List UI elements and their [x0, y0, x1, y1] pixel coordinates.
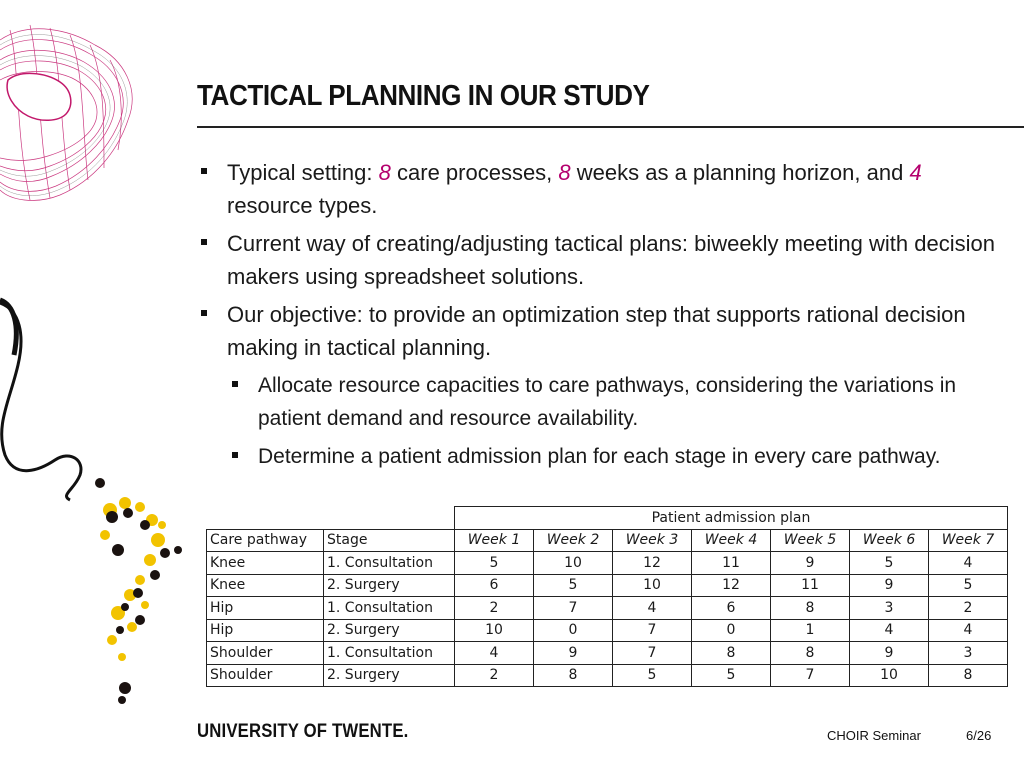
cell-stage: 2. Surgery — [324, 664, 455, 687]
admission-plan-table — [206, 506, 1008, 687]
header-week-2: Week 2 — [534, 529, 613, 552]
cell-value: 9 — [850, 574, 929, 597]
cell-value: 2 — [455, 597, 534, 620]
cell-value: 3 — [850, 597, 929, 620]
cell-value: 5 — [534, 574, 613, 597]
bullet-objective: Our objective: to provide an optimization step that supports rational decision making in tactical planning. — [197, 298, 997, 364]
cell-value: 8 — [692, 642, 771, 665]
cell-pathway: Shoulder — [207, 664, 324, 687]
cell-value: 9 — [771, 552, 850, 575]
cell-value: 3 — [929, 642, 1008, 665]
table-row — [207, 574, 1008, 597]
cell-value: 5 — [613, 664, 692, 687]
footer-seminar: CHOIR Seminar — [827, 728, 921, 743]
header-week-7: Week 7 — [929, 529, 1008, 552]
cell-value: 5 — [929, 574, 1008, 597]
university-logo: UNIVERSITY OF TWENTE. — [197, 721, 409, 742]
cell-value: 10 — [455, 619, 534, 642]
cell-value: 2 — [455, 664, 534, 687]
table-group-header-row — [207, 507, 1008, 530]
table-row — [207, 619, 1008, 642]
cell-value: 2 — [929, 597, 1008, 620]
bullet-list — [197, 156, 997, 478]
cell-value: 7 — [613, 642, 692, 665]
decorative-dots-graphic — [0, 295, 200, 715]
table-row — [207, 552, 1008, 575]
cell-value: 6 — [692, 597, 771, 620]
highlight-number: 4 — [909, 160, 922, 185]
table-header-row — [207, 529, 1008, 552]
header-week-6: Week 6 — [850, 529, 929, 552]
cell-value: 4 — [613, 597, 692, 620]
header-stage: Stage — [324, 529, 455, 552]
cell-pathway: Hip — [207, 597, 324, 620]
cell-pathway: Knee — [207, 552, 324, 575]
title-divider — [197, 126, 1024, 128]
cell-value: 5 — [850, 552, 929, 575]
bullet-current-way: Current way of creating/adjusting tactical plans: biweekly meeting with decision makers using spreadsheet solutions. — [197, 227, 997, 293]
cell-pathway: Hip — [207, 619, 324, 642]
cell-pathway: Shoulder — [207, 642, 324, 665]
cell-value: 11 — [771, 574, 850, 597]
cell-stage: 1. Consultation — [324, 597, 455, 620]
bullet-typical-setting: Typical setting: 8 care processes, 8 weeks as a planning horizon, and 4 resource types. — [197, 156, 997, 222]
cell-value: 8 — [771, 597, 850, 620]
cell-value: 12 — [692, 574, 771, 597]
decorative-mesh-graphic — [0, 10, 150, 210]
cell-stage: 1. Consultation — [324, 552, 455, 575]
cell-value: 7 — [534, 597, 613, 620]
header-week-5: Week 5 — [771, 529, 850, 552]
cell-value: 4 — [455, 642, 534, 665]
table-row — [207, 642, 1008, 665]
table-row — [207, 597, 1008, 620]
cell-value: 8 — [929, 664, 1008, 687]
cell-stage: 2. Surgery — [324, 574, 455, 597]
cell-value: 12 — [613, 552, 692, 575]
cell-value: 1 — [771, 619, 850, 642]
cell-value: 8 — [534, 664, 613, 687]
highlight-number: 8 — [558, 160, 571, 185]
page-number: 6/26 — [966, 728, 992, 743]
header-care-pathway: Care pathway — [207, 529, 324, 552]
cell-value: 8 — [771, 642, 850, 665]
sub-bullet-allocate: Allocate resource capacities to care pathways, considering the variations in patient demand and resource availability. — [197, 369, 997, 435]
header-week-3: Week 3 — [613, 529, 692, 552]
slide-title: TACTICAL PLANNING IN OUR STUDY — [197, 80, 650, 112]
header-week-4: Week 4 — [692, 529, 771, 552]
cell-value: 0 — [692, 619, 771, 642]
cell-value: 7 — [613, 619, 692, 642]
cell-value: 5 — [455, 552, 534, 575]
cell-value: 11 — [692, 552, 771, 575]
group-header: Patient admission plan — [455, 507, 1008, 530]
cell-value: 10 — [534, 552, 613, 575]
cell-pathway: Knee — [207, 574, 324, 597]
cell-value: 10 — [613, 574, 692, 597]
cell-value: 0 — [534, 619, 613, 642]
cell-value: 5 — [692, 664, 771, 687]
cell-value: 7 — [771, 664, 850, 687]
cell-stage: 2. Surgery — [324, 619, 455, 642]
cell-value: 6 — [455, 574, 534, 597]
cell-stage: 1. Consultation — [324, 642, 455, 665]
cell-value: 4 — [850, 619, 929, 642]
sub-bullet-admission-plan: Determine a patient admission plan for each stage in every care pathway. — [197, 440, 997, 473]
cell-value: 10 — [850, 664, 929, 687]
cell-value: 9 — [534, 642, 613, 665]
cell-value: 9 — [850, 642, 929, 665]
cell-value: 4 — [929, 619, 1008, 642]
highlight-number: 8 — [378, 160, 391, 185]
header-week-1: Week 1 — [455, 529, 534, 552]
cell-value: 4 — [929, 552, 1008, 575]
table-row — [207, 664, 1008, 687]
